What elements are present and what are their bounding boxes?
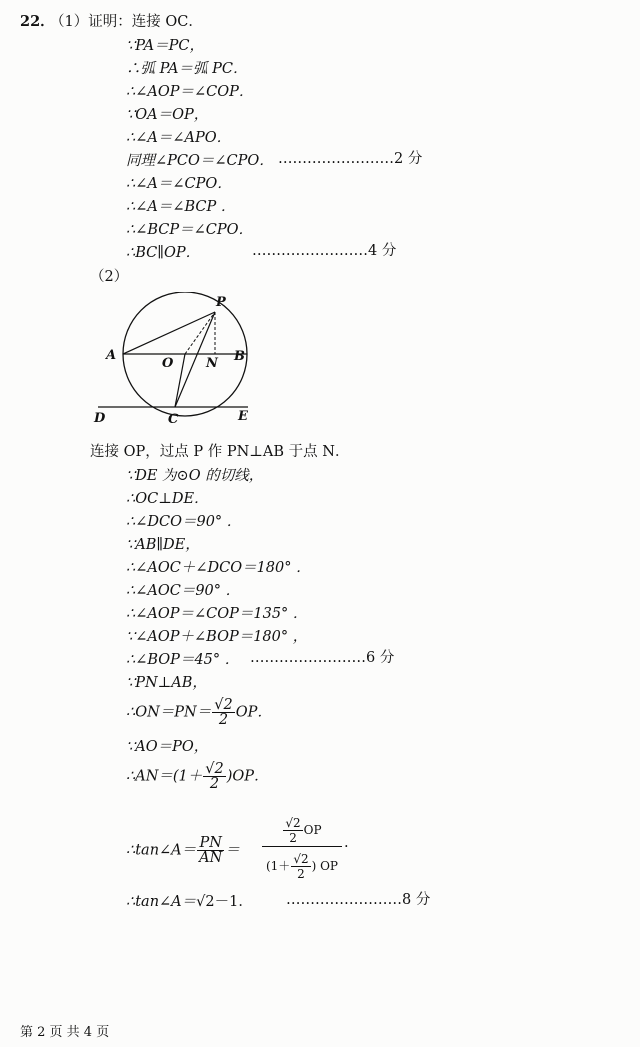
- proof-line: ∵AO＝PO，: [126, 739, 209, 755]
- big-fraction-denominator: [262, 852, 342, 881]
- part1-heading: （1）证明：连接 OC．: [50, 14, 203, 30]
- fraction-denominator: 2: [209, 776, 220, 792]
- proof-line: ∵OA＝OP，: [126, 107, 209, 123]
- fraction-numerator: √2: [205, 761, 224, 777]
- big-fraction-numerator: [262, 816, 342, 845]
- fraction-denominator: AN: [199, 850, 223, 866]
- segment-oc: [175, 354, 185, 407]
- equation-on-pn: [126, 698, 272, 727]
- proof-line: ∴∠AOC＝90° ．: [126, 583, 241, 599]
- proof-line: ∴∠DCO＝90° ．: [126, 514, 242, 530]
- proof-line: ∴∠A＝∠BCP ．: [126, 199, 236, 215]
- part2-heading: （2）: [90, 269, 129, 285]
- proof-line: ∴BC∥OP．: [126, 245, 201, 261]
- question-number: 22．: [20, 13, 55, 30]
- label-p: P: [216, 295, 226, 310]
- proof-line: ∵PN⊥AB，: [126, 675, 207, 691]
- equation-suffix: －1．: [214, 894, 253, 910]
- proof-line: ∴OC⊥DE．: [126, 491, 209, 507]
- fraction-denominator: 2: [297, 867, 305, 881]
- part2-intro: 连接 OP，过点 P 作 PN⊥AB 于点 N．: [90, 444, 350, 460]
- op-text: ) OP: [311, 859, 339, 873]
- proof-line: ∵∠AOP＋∠BOP＝180° ，: [126, 629, 308, 645]
- proof-line: ∴∠BOP＝45° ．: [126, 652, 240, 668]
- proof-line: ∵DE 为⊙O 的切线，: [126, 468, 264, 484]
- proof-line: ∵AB∥DE，: [126, 537, 200, 553]
- equation-tan-1: [126, 836, 240, 865]
- label-o: O: [162, 356, 174, 371]
- equation-tan-2: [126, 893, 253, 911]
- score-mark: ……………………2 分: [278, 151, 423, 167]
- fraction-numerator: PN: [197, 836, 224, 851]
- label-c: C: [168, 412, 179, 427]
- equals-sign: ＝: [225, 842, 240, 859]
- equation-suffix: OP．: [235, 704, 272, 721]
- proof-line: ∴弧 PA＝弧 PC．: [126, 61, 248, 77]
- label-e: E: [238, 409, 248, 424]
- paren-open: (1＋: [265, 859, 291, 873]
- proof-line: ∴∠AOP＝∠COP＝135° ．: [126, 606, 308, 622]
- equation-prefix: ∴tan∠A＝: [126, 894, 197, 910]
- proof-line: ∴∠AOP＝∠COP．: [126, 84, 254, 100]
- equation-suffix: )OP．: [226, 768, 269, 785]
- equation-prefix: ∴tan∠A＝: [126, 842, 197, 859]
- segment-ap: [123, 312, 215, 354]
- label-b: B: [234, 349, 245, 364]
- fraction-denominator: 2: [289, 831, 297, 845]
- fraction-numerator: √2: [214, 697, 233, 713]
- label-n: N: [206, 356, 218, 371]
- proof-line: ∴∠A＝∠CPO．: [126, 176, 232, 192]
- sqrt-two: √2: [196, 894, 215, 910]
- proof-line: ∴∠BCP＝∠CPO．: [126, 222, 254, 238]
- proof-line: ∵PA＝PC，: [126, 38, 204, 54]
- score-mark: ……………………6 分: [250, 650, 395, 666]
- label-a: A: [106, 348, 117, 363]
- proof-line: ∴∠A＝∠APO．: [126, 130, 232, 146]
- fraction-denominator: 2: [218, 712, 229, 728]
- geometry-figure: [88, 292, 268, 432]
- equation-prefix: ∴ON＝PN＝: [126, 704, 212, 721]
- score-mark: ……………………4 分: [252, 243, 397, 259]
- page-footer: 第 2 页 共 4 页: [20, 1025, 110, 1040]
- fraction-numerator: √2: [285, 816, 301, 830]
- equation-an: [126, 762, 269, 791]
- score-mark: ……………………8 分: [286, 892, 431, 908]
- fraction-numerator: √2: [293, 852, 309, 866]
- label-d: D: [94, 411, 106, 426]
- big-fraction-bar: [262, 846, 342, 847]
- op-text: OP: [303, 823, 322, 837]
- proof-line: ∴∠AOC＋∠DCO＝180° ．: [126, 560, 311, 576]
- period-mark: .: [344, 835, 349, 851]
- equation-prefix: ∴AN＝(1＋: [126, 768, 203, 785]
- proof-line: 同理∠PCO＝∠CPO．: [126, 153, 274, 169]
